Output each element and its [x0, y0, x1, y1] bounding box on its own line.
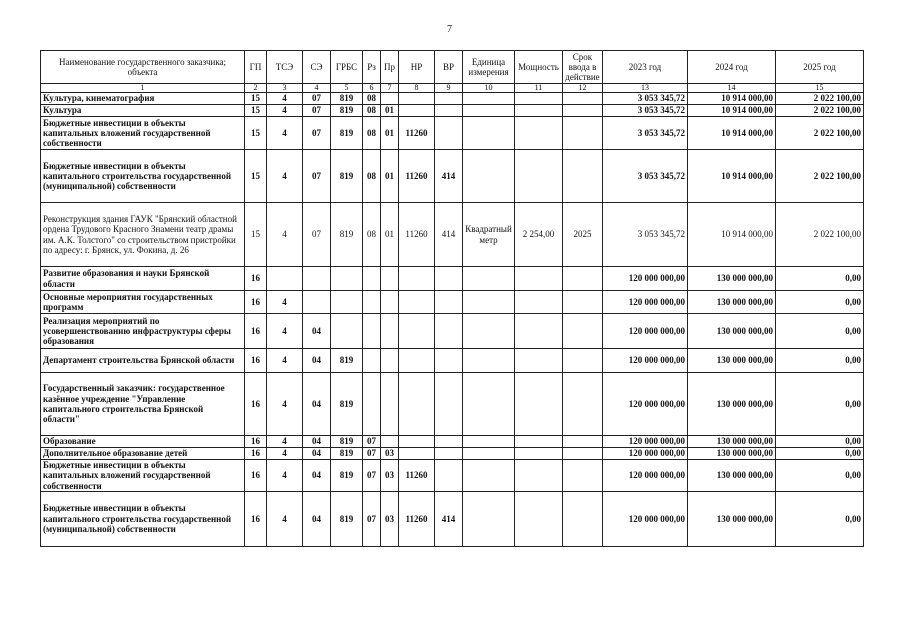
- cell-pr: 01: [381, 117, 399, 150]
- cell-pr: 01: [381, 105, 399, 117]
- cell-pr: [381, 291, 399, 314]
- cell-gp: 16: [245, 460, 267, 492]
- header-row: [41, 51, 864, 84]
- cell-unit: [463, 105, 515, 117]
- cell-unit: [463, 436, 515, 448]
- cell-pr: 03: [381, 460, 399, 492]
- cell-tse: 4: [267, 93, 303, 105]
- table-row: [41, 460, 864, 492]
- cell-grbs: 819: [331, 436, 363, 448]
- cell-power: [515, 267, 563, 291]
- cell-name: Культура, кинематография: [41, 93, 245, 105]
- column-number: 2: [245, 84, 267, 93]
- cell-nr: 11260: [399, 150, 435, 203]
- cell-term: [563, 150, 603, 203]
- cell-power: [515, 291, 563, 314]
- cell-rz: 08: [363, 93, 381, 105]
- cell-vr: [435, 349, 463, 373]
- column-number: 15: [776, 84, 864, 93]
- cell-year-2023: 120 000 000,00: [603, 314, 688, 349]
- cell-power: [515, 117, 563, 150]
- cell-term: [563, 93, 603, 105]
- cell-se: [303, 267, 331, 291]
- cell-term: 2025: [563, 203, 603, 267]
- cell-pr: 01: [381, 203, 399, 267]
- cell-power: [515, 349, 563, 373]
- cell-unit: [463, 491, 515, 546]
- cell-tse: 4: [267, 460, 303, 492]
- column-number: 6: [363, 84, 381, 93]
- header-grbs: ГРБС: [331, 51, 363, 84]
- page-number: 7: [447, 24, 452, 35]
- cell-tse: 4: [267, 150, 303, 203]
- cell-nr: 11260: [399, 203, 435, 267]
- header-gp: ГП: [245, 51, 267, 84]
- cell-vr: [435, 460, 463, 492]
- cell-year-2025: 2 022 100,00: [776, 93, 864, 105]
- cell-grbs: 819: [331, 460, 363, 492]
- cell-vr: 414: [435, 150, 463, 203]
- cell-unit: [463, 448, 515, 460]
- cell-gp: 16: [245, 314, 267, 349]
- cell-gp: 16: [245, 448, 267, 460]
- cell-rz: 08: [363, 105, 381, 117]
- cell-nr: 11260: [399, 460, 435, 492]
- cell-rz: 07: [363, 448, 381, 460]
- cell-nr: [399, 373, 435, 436]
- cell-year-2023: 120 000 000,00: [603, 349, 688, 373]
- cell-vr: [435, 117, 463, 150]
- cell-vr: 414: [435, 203, 463, 267]
- cell-se: 07: [303, 105, 331, 117]
- cell-power: [515, 448, 563, 460]
- column-number: 4: [303, 84, 331, 93]
- cell-se: 07: [303, 150, 331, 203]
- cell-tse: 4: [267, 117, 303, 150]
- cell-year-2025: 0,00: [776, 436, 864, 448]
- cell-pr: [381, 349, 399, 373]
- header-term: Срок ввода в действие: [563, 51, 603, 84]
- cell-year-2023: 120 000 000,00: [603, 373, 688, 436]
- header-nr: НР: [399, 51, 435, 84]
- column-number: 12: [563, 84, 603, 93]
- table-row: [41, 105, 864, 117]
- cell-grbs: 819: [331, 203, 363, 267]
- table-row: [41, 93, 864, 105]
- cell-year-2024: 130 000 000,00: [688, 291, 776, 314]
- cell-grbs: 819: [331, 117, 363, 150]
- cell-vr: [435, 267, 463, 291]
- cell-year-2024: 130 000 000,00: [688, 436, 776, 448]
- cell-se: [303, 291, 331, 314]
- cell-tse: 4: [267, 349, 303, 373]
- cell-rz: [363, 314, 381, 349]
- cell-nr: 11260: [399, 117, 435, 150]
- cell-nr: [399, 267, 435, 291]
- cell-grbs: 819: [331, 150, 363, 203]
- cell-vr: 414: [435, 491, 463, 546]
- cell-year-2023: 120 000 000,00: [603, 291, 688, 314]
- cell-unit: [463, 291, 515, 314]
- cell-year-2023: 3 053 345,72: [603, 93, 688, 105]
- cell-rz: [363, 373, 381, 436]
- cell-year-2024: 130 000 000,00: [688, 460, 776, 492]
- cell-gp: 16: [245, 267, 267, 291]
- header-pr: Пр: [381, 51, 399, 84]
- cell-term: [563, 314, 603, 349]
- cell-power: [515, 150, 563, 203]
- cell-power: [515, 314, 563, 349]
- cell-tse: 4: [267, 291, 303, 314]
- cell-rz: 08: [363, 117, 381, 150]
- cell-year-2025: 0,00: [776, 373, 864, 436]
- cell-power: [515, 436, 563, 448]
- header-unit: Единица измерения: [463, 51, 515, 84]
- table-row: [41, 203, 864, 267]
- cell-year-2023: 3 053 345,72: [603, 117, 688, 150]
- cell-year-2024: 10 914 000,00: [688, 203, 776, 267]
- cell-rz: 07: [363, 436, 381, 448]
- cell-pr: [381, 314, 399, 349]
- cell-power: [515, 491, 563, 546]
- cell-unit: [463, 349, 515, 373]
- cell-grbs: [331, 291, 363, 314]
- cell-year-2024: 10 914 000,00: [688, 105, 776, 117]
- cell-year-2025: 2 022 100,00: [776, 105, 864, 117]
- cell-pr: [381, 436, 399, 448]
- column-number: 8: [399, 84, 435, 93]
- cell-unit: [463, 150, 515, 203]
- cell-grbs: 819: [331, 448, 363, 460]
- cell-pr: 03: [381, 448, 399, 460]
- cell-nr: [399, 349, 435, 373]
- cell-term: [563, 491, 603, 546]
- cell-year-2024: 130 000 000,00: [688, 448, 776, 460]
- table-row: [41, 150, 864, 203]
- cell-vr: [435, 93, 463, 105]
- cell-nr: [399, 436, 435, 448]
- table-row: [41, 349, 864, 373]
- cell-name: Образование: [41, 436, 245, 448]
- cell-year-2023: 120 000 000,00: [603, 460, 688, 492]
- cell-name: Департамент строительства Брянской области: [41, 349, 245, 373]
- column-number: 5: [331, 84, 363, 93]
- column-number: 3: [267, 84, 303, 93]
- cell-year-2024: 130 000 000,00: [688, 491, 776, 546]
- cell-gp: 16: [245, 491, 267, 546]
- cell-year-2023: 120 000 000,00: [603, 267, 688, 291]
- cell-gp: 16: [245, 291, 267, 314]
- cell-term: [563, 448, 603, 460]
- cell-year-2024: 10 914 000,00: [688, 150, 776, 203]
- cell-pr: 01: [381, 150, 399, 203]
- cell-se: 04: [303, 373, 331, 436]
- cell-tse: 4: [267, 314, 303, 349]
- cell-year-2025: 0,00: [776, 291, 864, 314]
- table-row: [41, 491, 864, 546]
- cell-term: [563, 460, 603, 492]
- cell-year-2024: 130 000 000,00: [688, 349, 776, 373]
- cell-term: [563, 291, 603, 314]
- cell-rz: 07: [363, 460, 381, 492]
- cell-year-2025: 0,00: [776, 491, 864, 546]
- cell-tse: [267, 267, 303, 291]
- cell-se: 04: [303, 314, 331, 349]
- cell-year-2025: 0,00: [776, 267, 864, 291]
- cell-name: Реализация мероприятий по усовершенствованию инфраструктуры сферы образования: [41, 314, 245, 349]
- table-row: [41, 436, 864, 448]
- cell-year-2023: 120 000 000,00: [603, 436, 688, 448]
- cell-name: Бюджетные инвестиции в объекты капитального строительства государственной (муниципальной) собственности: [41, 491, 245, 546]
- cell-vr: [435, 291, 463, 314]
- cell-unit: [463, 267, 515, 291]
- column-number: 10: [463, 84, 515, 93]
- cell-term: [563, 373, 603, 436]
- cell-rz: 08: [363, 203, 381, 267]
- cell-grbs: [331, 267, 363, 291]
- cell-term: [563, 117, 603, 150]
- cell-name: Бюджетные инвестиции в объекты капитального строительства государственной (муниципальной) собственности: [41, 150, 245, 203]
- cell-year-2025: 0,00: [776, 448, 864, 460]
- cell-unit: [463, 117, 515, 150]
- cell-se: 04: [303, 448, 331, 460]
- cell-gp: 15: [245, 93, 267, 105]
- column-number-row: [41, 84, 864, 93]
- header-rz: Рз: [363, 51, 381, 84]
- cell-pr: [381, 93, 399, 105]
- header-2024: 2024 год: [688, 51, 776, 84]
- cell-nr: [399, 291, 435, 314]
- column-number: 9: [435, 84, 463, 93]
- cell-unit: [463, 460, 515, 492]
- cell-gp: 16: [245, 349, 267, 373]
- cell-se: 07: [303, 203, 331, 267]
- cell-year-2025: 0,00: [776, 460, 864, 492]
- budget-table: [40, 50, 864, 547]
- cell-se: 04: [303, 460, 331, 492]
- cell-power: 2 254,00: [515, 203, 563, 267]
- cell-nr: [399, 448, 435, 460]
- cell-vr: [435, 105, 463, 117]
- cell-gp: 16: [245, 436, 267, 448]
- cell-grbs: 819: [331, 105, 363, 117]
- header-power: Мощность: [515, 51, 563, 84]
- table-row: [41, 291, 864, 314]
- table-row: [41, 117, 864, 150]
- cell-tse: 4: [267, 448, 303, 460]
- header-2025: 2025 год: [776, 51, 864, 84]
- cell-term: [563, 105, 603, 117]
- cell-rz: [363, 349, 381, 373]
- cell-rz: [363, 291, 381, 314]
- cell-se: 07: [303, 93, 331, 105]
- cell-vr: [435, 314, 463, 349]
- table-row: [41, 314, 864, 349]
- cell-name: Культура: [41, 105, 245, 117]
- cell-nr: [399, 93, 435, 105]
- cell-power: [515, 373, 563, 436]
- cell-gp: 15: [245, 150, 267, 203]
- cell-tse: 4: [267, 436, 303, 448]
- cell-year-2024: 10 914 000,00: [688, 117, 776, 150]
- header-vr: ВР: [435, 51, 463, 84]
- cell-vr: [435, 373, 463, 436]
- header-se: СЭ: [303, 51, 331, 84]
- cell-gp: 15: [245, 203, 267, 267]
- cell-nr: [399, 105, 435, 117]
- cell-term: [563, 349, 603, 373]
- cell-year-2025: 2 022 100,00: [776, 203, 864, 267]
- cell-tse: 4: [267, 491, 303, 546]
- cell-se: 04: [303, 491, 331, 546]
- cell-year-2023: 3 053 345,72: [603, 105, 688, 117]
- cell-name: Бюджетные инвестиции в объекты капитальных вложений государственной собственности: [41, 460, 245, 492]
- cell-unit: [463, 373, 515, 436]
- column-number: 14: [688, 84, 776, 93]
- column-number: 11: [515, 84, 563, 93]
- header-2023: 2023 год: [603, 51, 688, 84]
- cell-name: Бюджетные инвестиции в объекты капитальных вложений государственной собственности: [41, 117, 245, 150]
- cell-rz: 07: [363, 491, 381, 546]
- cell-tse: 4: [267, 373, 303, 436]
- cell-pr: 03: [381, 491, 399, 546]
- cell-tse: 4: [267, 203, 303, 267]
- column-number: 1: [41, 84, 245, 93]
- cell-rz: 08: [363, 150, 381, 203]
- cell-term: [563, 436, 603, 448]
- cell-grbs: 819: [331, 373, 363, 436]
- cell-name: Государственный заказчик: государственное казённое учреждение "Управление капитального строительства Брянской области": [41, 373, 245, 436]
- cell-nr: [399, 314, 435, 349]
- column-number: 7: [381, 84, 399, 93]
- cell-unit: [463, 314, 515, 349]
- cell-power: [515, 93, 563, 105]
- cell-year-2025: 0,00: [776, 349, 864, 373]
- cell-pr: [381, 373, 399, 436]
- cell-se: 04: [303, 349, 331, 373]
- cell-rz: [363, 267, 381, 291]
- cell-name: Основные мероприятия государственных программ: [41, 291, 245, 314]
- cell-year-2024: 130 000 000,00: [688, 314, 776, 349]
- cell-year-2025: 2 022 100,00: [776, 150, 864, 203]
- cell-power: [515, 105, 563, 117]
- cell-vr: [435, 436, 463, 448]
- cell-year-2023: 3 053 345,72: [603, 150, 688, 203]
- cell-year-2024: 130 000 000,00: [688, 373, 776, 436]
- cell-unit: [463, 93, 515, 105]
- cell-pr: [381, 267, 399, 291]
- cell-grbs: 819: [331, 349, 363, 373]
- cell-gp: 15: [245, 105, 267, 117]
- column-number: 13: [603, 84, 688, 93]
- table-row: [41, 448, 864, 460]
- cell-nr: 11260: [399, 491, 435, 546]
- cell-year-2023: 120 000 000,00: [603, 448, 688, 460]
- cell-se: 07: [303, 117, 331, 150]
- cell-year-2025: 2 022 100,00: [776, 117, 864, 150]
- cell-grbs: 819: [331, 93, 363, 105]
- cell-unit: Квадратный метр: [463, 203, 515, 267]
- cell-name: Развитие образования и науки Брянской области: [41, 267, 245, 291]
- cell-name: Реконструкция здания ГАУК "Брянский областной ордена Трудового Красного Знамени театр драмы им. А.К. Толстого" со строительством пристройки по адресу: г. Брянск, ул. Фокина, д. 26: [41, 203, 245, 267]
- cell-year-2023: 120 000 000,00: [603, 491, 688, 546]
- cell-year-2025: 0,00: [776, 314, 864, 349]
- cell-gp: 15: [245, 117, 267, 150]
- header-name: Наименование государственного заказчика; объекта: [41, 51, 245, 84]
- table-row: [41, 373, 864, 436]
- cell-tse: 4: [267, 105, 303, 117]
- cell-year-2024: 130 000 000,00: [688, 267, 776, 291]
- cell-power: [515, 460, 563, 492]
- header-tse: ТСЭ: [267, 51, 303, 84]
- cell-year-2024: 10 914 000,00: [688, 93, 776, 105]
- table-row: [41, 267, 864, 291]
- cell-term: [563, 267, 603, 291]
- cell-vr: [435, 448, 463, 460]
- cell-name: Дополнительное образование детей: [41, 448, 245, 460]
- cell-year-2023: 3 053 345,72: [603, 203, 688, 267]
- cell-gp: 16: [245, 373, 267, 436]
- cell-grbs: 819: [331, 491, 363, 546]
- cell-grbs: [331, 314, 363, 349]
- cell-se: 04: [303, 436, 331, 448]
